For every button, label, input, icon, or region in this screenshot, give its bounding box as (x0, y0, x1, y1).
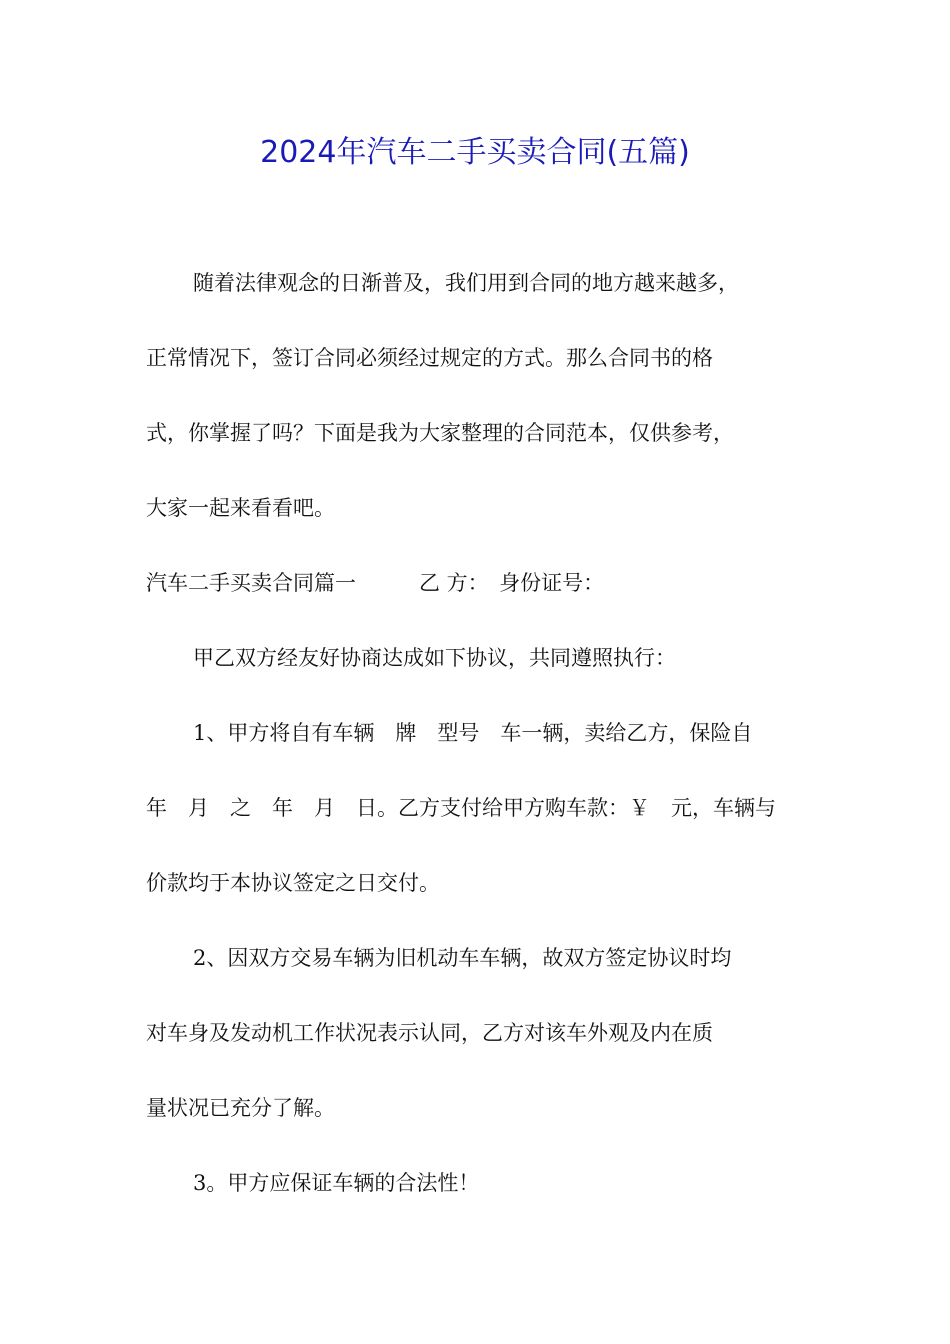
document-title: 2024年汽车二手买卖合同(五篇) (260, 135, 690, 170)
clause-line: 价款均于本协议签定之日交付。 (146, 871, 440, 895)
clause-line: 2、因双方交易车辆为旧机动车车辆，故双方签定协议时均 (193, 946, 732, 970)
section-heading-line: 汽车二手买卖合同篇一 乙 方： 身份证号： (146, 571, 605, 595)
clause-line: 3。甲方应保证车辆的合法性！ (193, 1171, 480, 1195)
clause-line: 量状况已充分了解。 (146, 1096, 335, 1120)
clause-line: 1、甲方将自有车辆 牌 型号 车一辆，卖给乙方，保险自 (193, 721, 753, 745)
paragraph-line: 甲乙双方经友好协商达成如下协议，共同遵照执行： (193, 646, 676, 670)
paragraph-line: 大家一起来看看吧。 (146, 496, 335, 520)
paragraph-line: 随着法律观念的日渐普及，我们用到合同的地方越来越多， (193, 271, 739, 295)
paragraph-line: 式，你掌握了吗？下面是我为大家整理的合同范本，仅供参考， (146, 421, 734, 445)
clause-line: 对车身及发动机工作状况表示认同，乙方对该车外观及内在质 (146, 1021, 713, 1045)
clause-line: 年 月 之 年 月 日。乙方支付给甲方购车款：￥ 元，车辆与 (146, 796, 776, 820)
paragraph-line: 正常情况下，签订合同必须经过规定的方式。那么合同书的格 (146, 346, 713, 370)
